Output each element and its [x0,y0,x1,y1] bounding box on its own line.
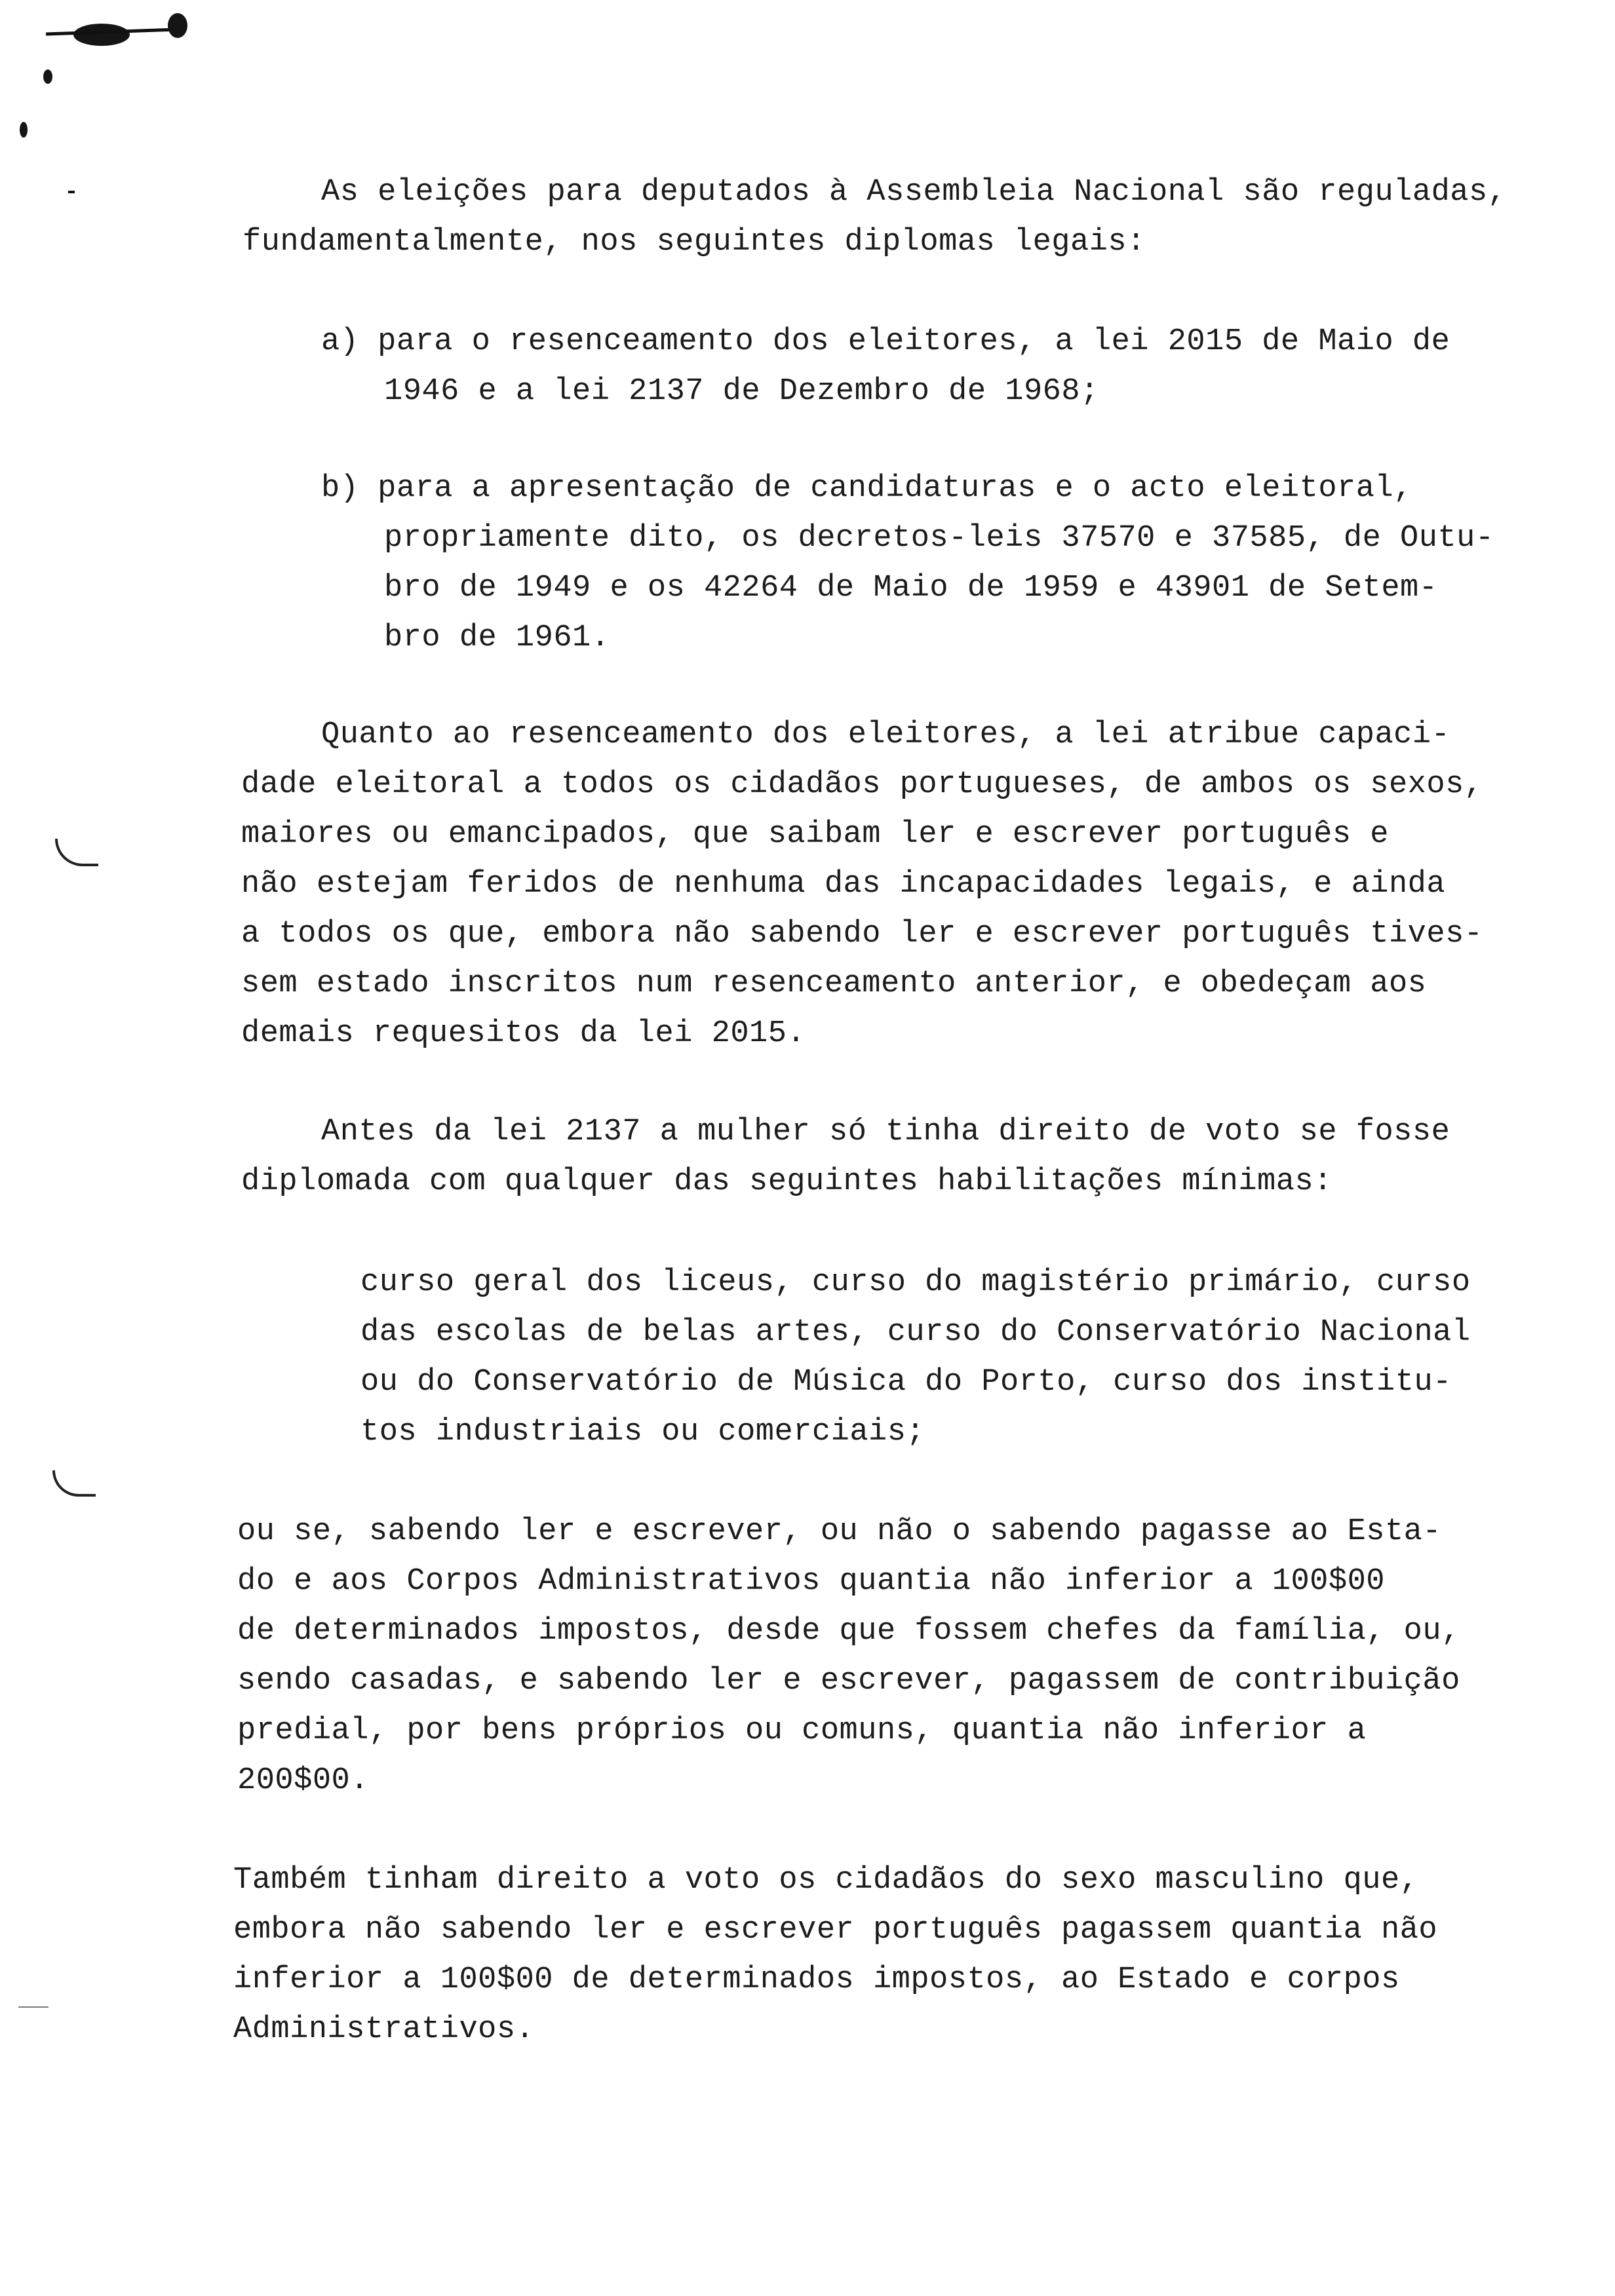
text-line: Também tinham direito a voto os cidadãos do sexo masculino que, [233,1863,1419,1898]
text-line: As eleições para deputados à Assembleia Nacional são reguladas, [321,175,1507,210]
text-line: não estejam feridos de nenhuma das incapacidades legais, e ainda [241,867,1446,902]
scan-edge-mark [52,1470,96,1497]
text-line: predial, por bens próprios ou comuns, quantia não inferior a [237,1713,1367,1748]
text-line: Administrativos. [233,2012,535,2047]
text-line: demais requesitos da lei 2015. [241,1016,806,1051]
text-line: a) para o resenceamento dos eleitores, a lei 2015 de Maio de [321,324,1450,359]
text-line: bro de 1949 e os 42264 de Maio de 1959 e 43901 de Setem- [384,571,1438,605]
text-line: a todos os que, embora não sabendo ler e escrever português tives- [241,917,1483,951]
text-line: b) para a apresentação de candidaturas e o acto eleitoral, [321,471,1412,506]
text-line: embora não sabendo ler e escrever português pagassem quantia não [233,1913,1438,1947]
text-line: das escolas de belas artes, curso do Conservatório Nacional [360,1315,1471,1350]
scan-edge-mark [55,839,98,866]
text-line: bro de 1961. [384,621,610,655]
text-line: 200$00. [237,1763,369,1798]
text-line: sem estado inscritos num resenceamento anterior, e obedeçam aos [241,966,1427,1001]
text-line: sendo casadas, e sabendo ler e escrever, pagassem de contribuição [237,1664,1460,1698]
scan-edge-mark [18,2006,49,2008]
text-line: Antes da lei 2137 a mulher só tinha direito de voto se fosse [321,1115,1450,1149]
text-line: do e aos Corpos Administrativos quantia não inferior a 100$00 [237,1564,1385,1599]
text-line: maiores ou emancipados, que saibam ler e escrever português e [241,817,1389,852]
text-line: propriamente dito, os decretos-leis 37570 e 37585, de Outu- [384,521,1494,556]
text-line: diplomada com qualquer das seguintes habilitações mínimas: [241,1164,1333,1199]
text-line: 1946 e a lei 2137 de Dezembro de 1968; [384,374,1099,409]
text-line: inferior a 100$00 de determinados impostos, ao Estado e corpos [233,1962,1400,1997]
text-line: de determinados impostos, desde que fossem chefes da família, ou, [237,1614,1460,1649]
text-line: Quanto ao resenceamento dos eleitores, a lei atribue capaci- [321,718,1450,752]
text-line: curso geral dos liceus, curso do magistério primário, curso [360,1265,1471,1300]
text-line: fundamentalmente, nos seguintes diplomas legais: [243,225,1146,259]
text-line: dade eleitoral a todos os cidadãos portugueses, de ambos os sexos, [241,767,1483,802]
text-line: tos industriais ou comerciais; [360,1415,925,1449]
text-line: ou se, sabendo ler e escrever, ou não o sabendo pagasse ao Esta- [237,1514,1442,1549]
text-line: ou do Conservatório de Música do Porto, curso dos institu- [360,1365,1452,1400]
